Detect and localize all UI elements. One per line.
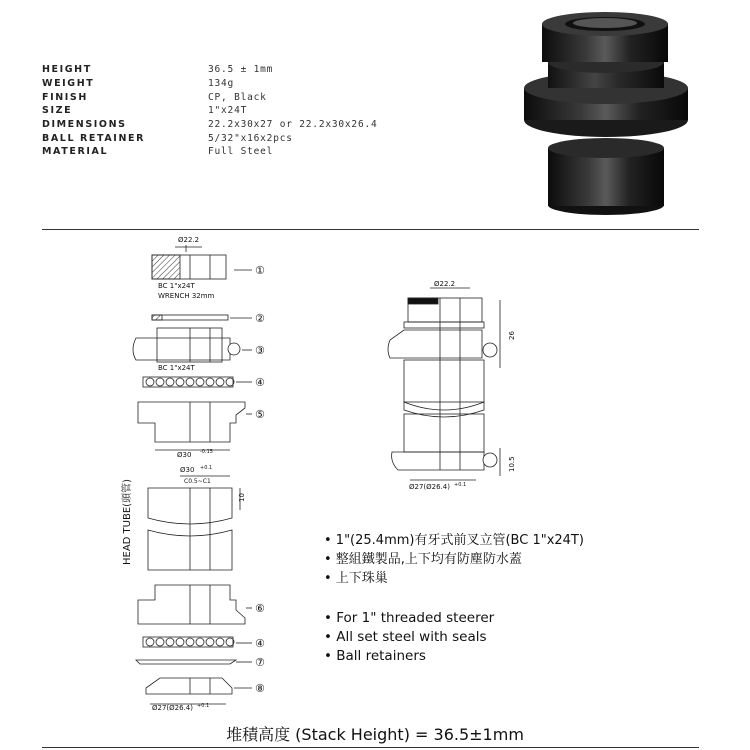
spec-label: SIZE (42, 105, 73, 117)
headset-photo (524, 12, 688, 215)
spec-label: FINISH (42, 91, 88, 103)
spec-value: CP, Black (208, 91, 267, 103)
head-tube-dim: Ø30 (180, 466, 195, 474)
spec-value: 134g (208, 78, 235, 90)
chamfer-label: C0.5~C1 (184, 478, 211, 485)
bottom-rule (42, 747, 699, 748)
spec-value: 1"x24T (208, 105, 248, 117)
spec-label: MATERIAL (42, 146, 109, 158)
exploded-crown-tol: +0.1 (197, 703, 210, 709)
cup-dim: Ø30 (177, 451, 192, 459)
note-item: • 整組鐵製品,上下均有防塵防水蓋 (324, 552, 522, 567)
spec-value: 22.2x30x27 or 22.2x30x26.4 (208, 119, 378, 131)
part-number: ④ (255, 637, 265, 650)
spec-label: BALL RETAINER (42, 132, 145, 144)
exploded-view (133, 245, 252, 704)
exploded-bc-label-2: BC 1"x24T (158, 364, 195, 372)
assembled-bottom-height: 10.5 (508, 456, 516, 472)
cup-dim-tol: -0.15 (200, 449, 213, 455)
notes-chinese (324, 531, 584, 588)
part-number: ③ (255, 344, 265, 357)
assembled-view (388, 288, 500, 480)
note-item: • 1"(25.4mm)有牙式前叉立管(BC 1"x24T) (324, 533, 584, 548)
stack-height: 堆積高度 (Stack Height) = 36.5±1mm (226, 725, 524, 744)
assembled-top-dim: Ø22.2 (434, 280, 456, 288)
assembled-crown-tol: +0.1 (454, 482, 467, 488)
spec-value: 36.5 ± 1mm (208, 64, 274, 76)
spec-label: WEIGHT (42, 78, 95, 90)
exploded-wrench-label: WRENCH 32mm (158, 292, 215, 300)
note-item: • For 1" threaded steerer (324, 610, 495, 626)
part-number: ⑤ (255, 408, 265, 421)
spec-label: HEIGHT (42, 64, 92, 76)
assembled-crown-dim: Ø27(Ø26.4) (409, 483, 450, 491)
note-item: • All set steel with seals (324, 629, 487, 645)
assembled-height-dim: 26 (508, 331, 516, 340)
head-tube-label: HEAD TUBE(頭管) (122, 479, 133, 565)
part-number: ⑥ (255, 602, 265, 615)
part-number: ② (255, 312, 265, 325)
part-number: ① (255, 264, 265, 277)
exploded-bc-label: BC 1"x24T (158, 282, 195, 290)
note-item: • 上下珠巢 (324, 571, 388, 586)
notes-english (324, 609, 494, 666)
spec-value: 5/32"x16x2pcs (208, 132, 293, 144)
part-number: ⑧ (255, 682, 265, 695)
spec-label: DIMENSIONS (42, 119, 127, 131)
exploded-top-dim: Ø22.2 (178, 236, 200, 244)
part-number: ④ (255, 376, 265, 389)
depth-dim: 10 (238, 493, 246, 502)
exploded-crown-dim: Ø27(Ø26.4) (152, 704, 193, 712)
head-tube-tol: +0.1 (200, 465, 213, 471)
spec-value: Full Steel (208, 146, 274, 158)
part-number: ⑦ (255, 656, 265, 669)
note-item: • Ball retainers (324, 648, 426, 664)
